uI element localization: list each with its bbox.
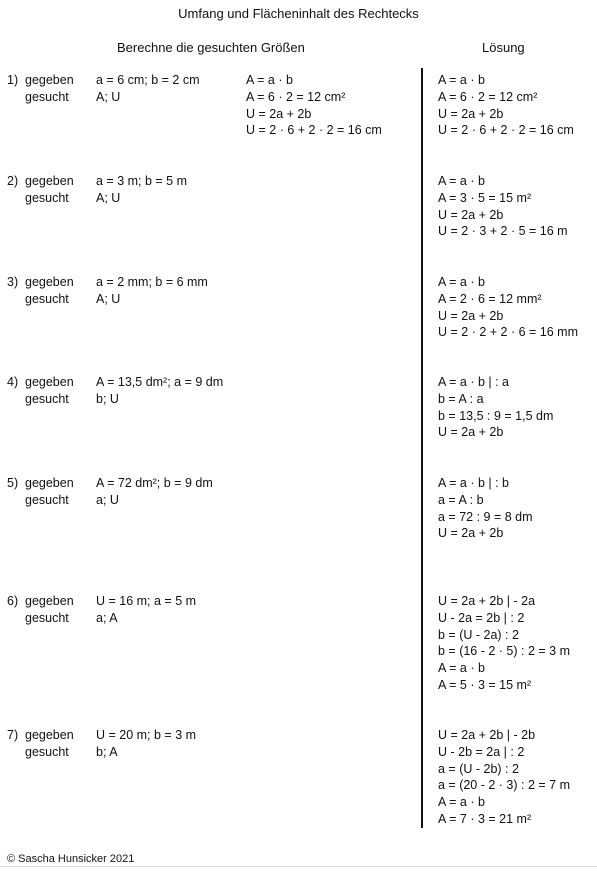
solution-line: b = 13,5 : 9 = 1,5 dm [438,408,554,423]
solution-line: U = 2a + 2b | - 2a [438,594,536,608]
task-number: 1) [7,73,19,87]
task-number: 4) [7,375,19,389]
solution-column-heading: Lösung [482,40,525,55]
solution-line: A = 6 · 2 = 12 cm² [438,89,538,104]
solution-line: U = 2a + 2b [438,207,504,222]
task-number: 3) [7,275,19,289]
solution-line: A = 5 · 3 = 15 m² [438,677,532,692]
solution-line: U - 2b = 2a | : 2 [438,744,525,759]
given-values: U = 16 m; a = 5 m [96,594,197,608]
solution-line: a = 72 : 9 = 8 dm [438,509,533,524]
example-line: A = 6 · 2 = 12 cm² [246,89,346,104]
sought-label: gesucht [25,90,69,104]
given-label: gegeben [25,174,74,188]
solution-line: A = a · b | : a [438,375,509,389]
solution-line: A = a · b [438,174,485,188]
solution-line: U = 2 · 3 + 2 · 5 = 16 m [438,224,568,239]
solution-line: a = A : b [438,492,484,507]
task-column-heading: Berechne die gesuchten Größen [117,40,305,55]
solution-line: A = 3 · 5 = 15 m² [438,190,532,205]
solution-block [438,475,533,542]
sought-values: a; U [96,493,119,507]
example-line: U = 2a + 2b [246,106,312,121]
task-number: 2) [7,174,19,188]
solution-block [438,173,568,240]
sought-values: A; U [96,292,121,306]
sought-label: gesucht [25,292,69,306]
sought-values: b; U [96,392,119,406]
sought-values: A; U [96,90,121,104]
solution-line: A = a · b | : b [438,476,509,490]
given-values: U = 20 m; b = 3 m [96,728,197,742]
solution-line: U = 2a + 2b | - 2b [438,728,536,742]
given-label: gegeben [25,728,74,742]
solution-line: A = a · b [438,73,485,87]
given-values: a = 6 cm; b = 2 cm [96,73,200,87]
solution-line: A = 7 · 3 = 21 m² [438,811,532,826]
given-values: A = 13,5 dm²; a = 9 dm [96,375,224,389]
sought-label: gesucht [25,392,69,406]
solution-block [438,374,553,441]
given-label: gegeben [25,594,74,608]
solution-line: a = (U - 2b) : 2 [438,761,519,776]
sought-label: gesucht [25,493,69,507]
sought-label: gesucht [25,745,69,759]
example-line: A = a · b [246,73,293,87]
solution-block [438,593,570,694]
solution-line: A = a · b [438,661,485,676]
page-bottom-rule [0,866,597,867]
solution-line: U - 2a = 2b | : 2 [438,610,525,625]
solution-line: U = 2a + 2b [438,425,504,440]
sought-label: gesucht [25,191,69,205]
given-values: a = 2 mm; b = 6 mm [96,275,208,289]
given-label: gegeben [25,275,74,289]
example-line: U = 2 · 6 + 2 · 2 = 16 cm [246,123,382,138]
worked-example [246,72,382,139]
solution-line: U = 2 · 2 + 2 · 6 = 16 mm [438,325,578,340]
solution-line: U = 2a + 2b [438,526,504,541]
solution-line: b = (16 - 2 · 5) : 2 = 3 m [438,644,571,659]
solution-line: U = 2 · 6 + 2 · 2 = 16 cm [438,123,574,138]
column-divider [421,68,423,828]
given-label: gegeben [25,375,74,389]
solution-line: b = A : a [438,391,484,406]
solution-line: A = 2 · 6 = 12 mm² [438,291,542,306]
solution-block [438,727,570,828]
solution-line: A = a · b [438,275,485,289]
sought-values: a; A [96,611,118,625]
given-values: a = 3 m; b = 5 m [96,174,188,188]
sought-values: A; U [96,191,121,205]
sought-values: b; A [96,745,118,759]
worksheet-title: Umfang und Flächeninhalt des Rechtecks [178,6,419,21]
given-label: gegeben [25,73,74,87]
solution-line: U = 2a + 2b [438,106,504,121]
solution-line: A = a · b [438,795,485,810]
solution-line: b = (U - 2a) : 2 [438,627,519,642]
solution-block [438,72,574,139]
given-values: A = 72 dm²; b = 9 dm [96,476,213,490]
task-number: 5) [7,476,19,490]
given-label: gegeben [25,476,74,490]
solution-line: U = 2a + 2b [438,308,504,323]
solution-line: a = (20 - 2 · 3) : 2 = 7 m [438,778,571,793]
sought-label: gesucht [25,611,69,625]
copyright-footer: © Sascha Hunsicker 2021 [7,853,135,865]
task-number: 7) [7,728,19,742]
solution-block [438,274,578,341]
task-number: 6) [7,594,19,608]
